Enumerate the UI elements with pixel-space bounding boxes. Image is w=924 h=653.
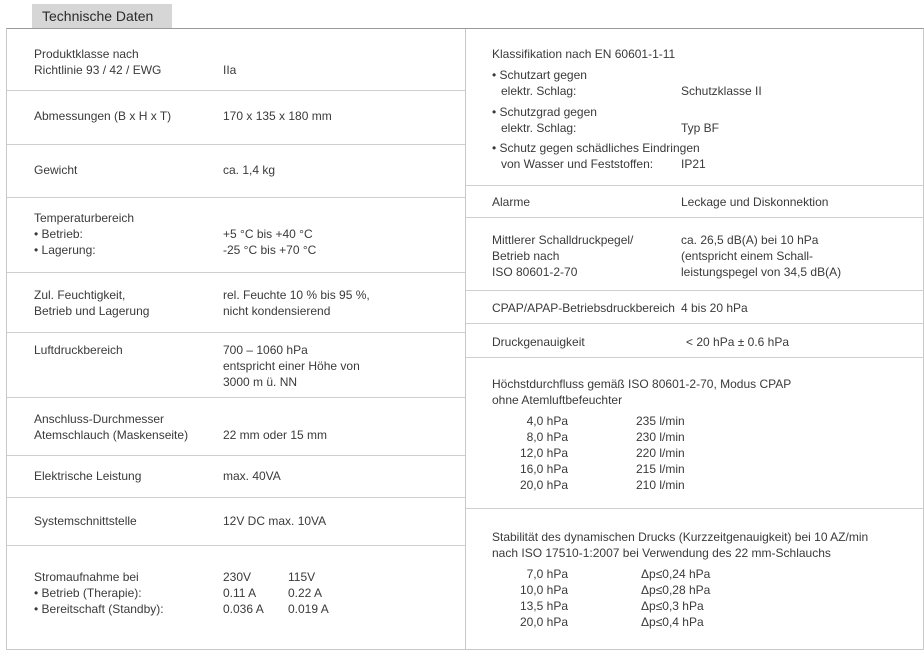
list-item: Δp≤0,28 hPa bbox=[641, 583, 711, 597]
row-value: 700 – 1060 hPa entspricht einer Höhe von 3000 m ü. NN bbox=[223, 343, 360, 389]
row-divider bbox=[7, 197, 465, 198]
row-value: ca. 1,4 kg bbox=[223, 163, 276, 177]
row-label: Systemschnittstelle bbox=[34, 514, 137, 528]
list-item: 4,0 hPa bbox=[526, 414, 568, 428]
list-item: 235 l/min bbox=[636, 414, 685, 428]
row-value: 4 bis 20 hPa bbox=[681, 301, 748, 315]
row-value: ca. 26,5 dB(A) bei 10 hPa (entspricht einem Schall- leistungspegel von 34,5 dB(A) bbox=[681, 233, 842, 279]
row-label: Gewicht bbox=[34, 163, 78, 177]
list-item: 210 l/min bbox=[636, 478, 685, 492]
row-divider bbox=[7, 90, 465, 91]
list-item: 20,0 hPa bbox=[519, 615, 568, 629]
row-title: Klassifikation nach EN 60601-1-11 bbox=[492, 47, 676, 61]
row-divider bbox=[7, 497, 465, 498]
list-item: 20,0 hPa bbox=[519, 478, 568, 492]
row-value: rel. Feuchte 10 % bis 95 %, nicht kondensierend bbox=[223, 288, 370, 318]
row-label: Anschluss-Durchmesser Atemschlauch (Maskenseite) bbox=[34, 412, 189, 442]
row-label: Elektrische Leistung bbox=[34, 469, 142, 483]
row-label: Produktklasse nach Richtlinie 93 / 42 / EWG bbox=[34, 47, 162, 77]
section-title: Technische Daten bbox=[32, 4, 172, 28]
list-item: 12,0 hPa bbox=[519, 446, 568, 460]
row-label: • Schutzgrad gegen elektr. Schlag: bbox=[492, 105, 597, 135]
row-divider bbox=[466, 323, 923, 324]
pressure-column bbox=[500, 413, 568, 493]
row-divider bbox=[7, 455, 465, 456]
row-label: Alarme bbox=[492, 195, 531, 209]
value-column-115v: 115V 0.22 A 0.019 A bbox=[288, 570, 329, 616]
list-item: 8,0 hPa bbox=[526, 430, 568, 444]
row-label: Mittlerer Schalldruckpegel/ Betrieb nach ISO 80601-2-70 bbox=[492, 233, 634, 279]
list-item: 220 l/min bbox=[636, 446, 685, 460]
list-item: 10,0 hPa bbox=[519, 583, 568, 597]
row-divider bbox=[466, 185, 923, 186]
row-title: Höchstdurchfluss gemäß ISO 80601-2-70, Modus CPAP ohne Atemluftbefeuchter bbox=[492, 377, 792, 407]
list-item: 16,0 hPa bbox=[519, 462, 568, 476]
flow-column bbox=[636, 413, 685, 493]
row-value: IIa bbox=[223, 63, 237, 77]
row-divider bbox=[466, 290, 923, 291]
row-label: • Schutzart gegen elektr. Schlag: bbox=[492, 68, 587, 98]
row-value: Typ BF bbox=[681, 121, 720, 135]
row-divider bbox=[7, 144, 465, 145]
row-value: IP21 bbox=[681, 157, 706, 171]
row-value: Schutzklasse II bbox=[681, 84, 762, 98]
row-value: max. 40VA bbox=[223, 469, 281, 483]
row-divider bbox=[466, 217, 923, 218]
list-item: 230 l/min bbox=[636, 430, 685, 444]
delta-column bbox=[641, 566, 710, 630]
row-value: 22 mm oder 15 mm bbox=[223, 428, 328, 442]
row-value: 12V DC max. 10VA bbox=[223, 514, 327, 528]
row-label: • Schutz gegen schädliches Eindringen von Wasser und Feststoffen: bbox=[492, 141, 700, 171]
list-item: 7,0 hPa bbox=[526, 567, 568, 581]
row-value: Leckage und Diskonnektion bbox=[681, 195, 829, 209]
pressure-column bbox=[500, 566, 568, 630]
row-label: Temperaturbereich • Betrieb: • Lagerung: bbox=[34, 211, 135, 257]
row-divider bbox=[466, 357, 923, 358]
list-item: Δp≤0,3 hPa bbox=[641, 599, 704, 613]
row-divider bbox=[466, 508, 923, 509]
row-divider bbox=[7, 272, 465, 273]
row-divider bbox=[7, 397, 465, 398]
list-item: Δp≤0,4 hPa bbox=[641, 615, 704, 629]
row-label: Zul. Feuchtigkeit, Betrieb und Lagerung bbox=[34, 288, 150, 318]
row-title: Stabilität des dynamischen Drucks (Kurzzeitgenauigkeit) bei 10 AZ/min nach ISO 17510-1:2007 bei Verwendung des 22 mm-Schlauchs bbox=[492, 530, 869, 560]
list-item: 13,5 hPa bbox=[519, 599, 568, 613]
value-column-230v: 230V 0.11 A 0.036 A bbox=[223, 570, 264, 616]
list-item: Δp≤0,24 hPa bbox=[641, 567, 711, 581]
row-label: CPAP/APAP-Betriebsdruckbereich bbox=[492, 301, 675, 315]
row-value: +5 °C bis +40 °C -25 °C bis +70 °C bbox=[223, 227, 317, 257]
row-value: < 20 hPa ± 0.6 hPa bbox=[686, 335, 789, 349]
row-value: 170 x 135 x 180 mm bbox=[223, 109, 332, 123]
row-label: Luftdruckbereich bbox=[34, 343, 123, 357]
list-item: 215 l/min bbox=[636, 462, 685, 476]
row-divider bbox=[7, 545, 465, 546]
row-label: Stromaufnahme bei • Betrieb (Therapie): • Bereitschaft (Standby): bbox=[34, 570, 164, 616]
column-divider bbox=[465, 29, 466, 649]
row-label: Abmessungen (B x H x T) bbox=[34, 109, 172, 123]
row-divider bbox=[7, 332, 465, 333]
row-label: Druckgenauigkeit bbox=[492, 335, 585, 349]
